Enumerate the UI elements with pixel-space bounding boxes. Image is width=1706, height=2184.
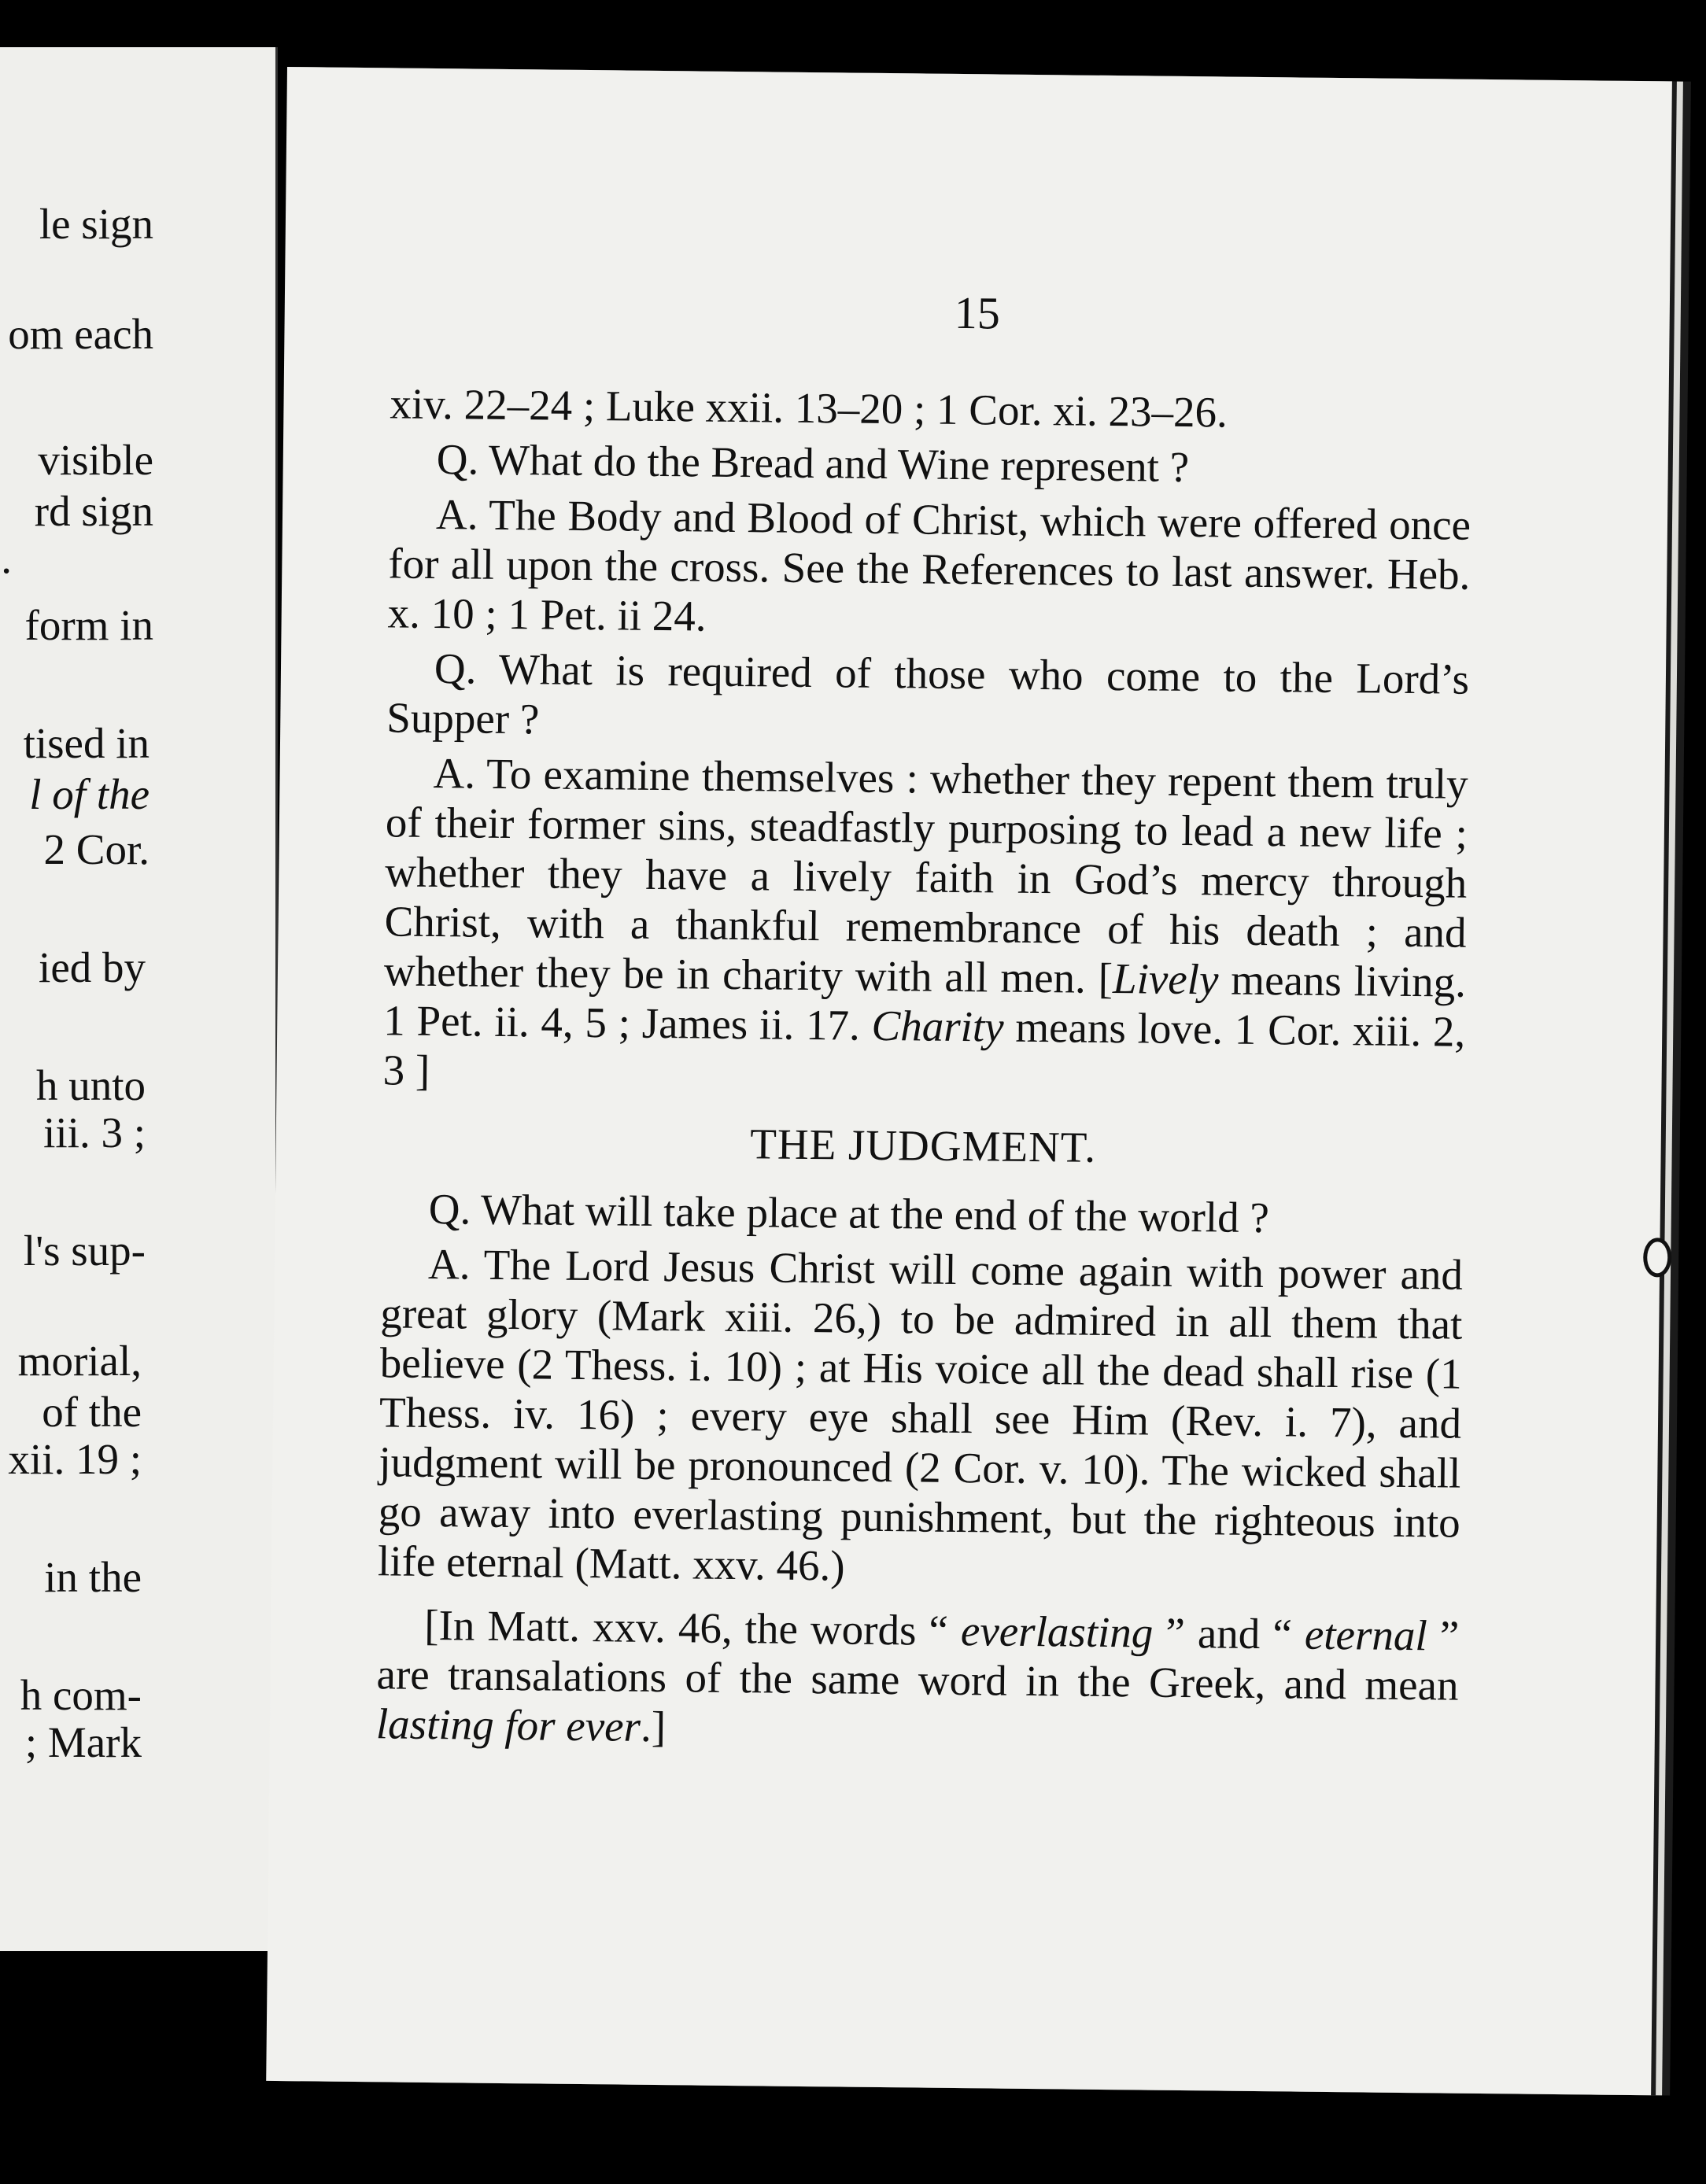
left-page-line: iii. 3 ; <box>43 1109 146 1157</box>
left-page-line: . <box>1 534 12 582</box>
facing-page-left <box>0 47 278 1951</box>
left-page-line: form in <box>24 601 153 649</box>
question-paragraph: Q. What is required of those who come to the Lord’s Supper ? <box>386 644 1470 743</box>
italic-term-charity: Charity <box>871 1001 1004 1051</box>
left-page-line: h unto <box>35 1061 146 1109</box>
note-text: ” are transalations of the same word in the Greek, and mean <box>376 1611 1460 1710</box>
note-text: means love. 1 Cor. xiii. 2, 3 ] <box>382 1002 1466 1094</box>
left-page-line: in the <box>44 1553 142 1601</box>
left-page-line: om each <box>8 310 153 358</box>
page-body <box>376 378 1472 1765</box>
left-page-line <box>24 720 150 767</box>
left-page-line: l of the <box>29 770 150 818</box>
italic-term-lively: Lively <box>1112 954 1219 1004</box>
binding-clip-mark <box>1643 1238 1672 1277</box>
italic-term: everlasting <box>960 1607 1154 1657</box>
left-page-line: ied by <box>39 943 146 991</box>
page-number: 15 <box>954 286 1001 339</box>
section-heading: THE JUDGMENT. <box>750 1120 1097 1171</box>
left-page-line: xii. 19 ; <box>8 1435 142 1483</box>
question-paragraph: Q. What will take place at the end of the world ? <box>428 1184 1270 1242</box>
left-page-line: le sign <box>39 200 153 248</box>
closing-note <box>376 1599 1460 1759</box>
answer-paragraph: A. The Body and Blood of Christ, which were offered once for all upon the cross. See the References to last answer. Heb. x. 10 ; 1 Pet. ii 24. <box>387 490 1472 640</box>
note-text: ” and “ <box>1153 1608 1305 1658</box>
note-text: means living. 1 Pet. ii. 4, 5 ; James ii. 17. <box>382 955 1467 1050</box>
question-paragraph: Q. What do the Bread and Wine represent ? <box>436 435 1190 492</box>
italic-term: lasting for ever <box>375 1699 641 1751</box>
left-page-line: h com- <box>20 1671 142 1719</box>
answer-paragraph <box>382 747 1468 1105</box>
answer-paragraph: A. The Lord Jesus Christ will come again with power and great glory (Mark xiii. 26,) to be admired in all them that believe (2 Thess. i. 10) ; at His voice all the dead shall rise (1 Thess. iv. 16) ; every eye shall see Him (Rev. i. 7), and judgment will be pronounced (2 Cor. v. 10). The wicked shall go away into everlasting punishment, but the righteous into life eternal (Matt. xxv. 46.) <box>377 1239 1464 1590</box>
left-page-line: of the <box>42 1388 142 1436</box>
note-text: [In Matt. xxv. 46, the words “ <box>423 1600 962 1655</box>
note-text: .] <box>640 1702 667 1751</box>
left-page-line: l's sup- <box>23 1227 146 1275</box>
left-page-line: morial, <box>17 1337 142 1385</box>
left-page-line: 2 Cor. <box>43 825 150 873</box>
left-page-line: rd sign <box>34 487 153 535</box>
answer-text: A. To examine themselves : whether they repent them truly of their former sins, steadfastly purposing to lead a new life ; whether they have a lively faith in God’s mercy through Christ, with a thankful remembrance of his death ; and whether they be in charity with all men. [ <box>383 748 1468 1003</box>
left-page-line-text: tised in <box>23 719 150 767</box>
book-page <box>266 67 1672 2095</box>
paragraph-continuation: xiv. 22–24 ; Luke xxii. 13–20 ; 1 Cor. xi. 23–26. <box>390 379 1228 437</box>
left-page-line: visible <box>38 436 153 484</box>
left-page-line: ; Mark <box>24 1718 142 1766</box>
italic-term: eternal <box>1304 1610 1428 1660</box>
